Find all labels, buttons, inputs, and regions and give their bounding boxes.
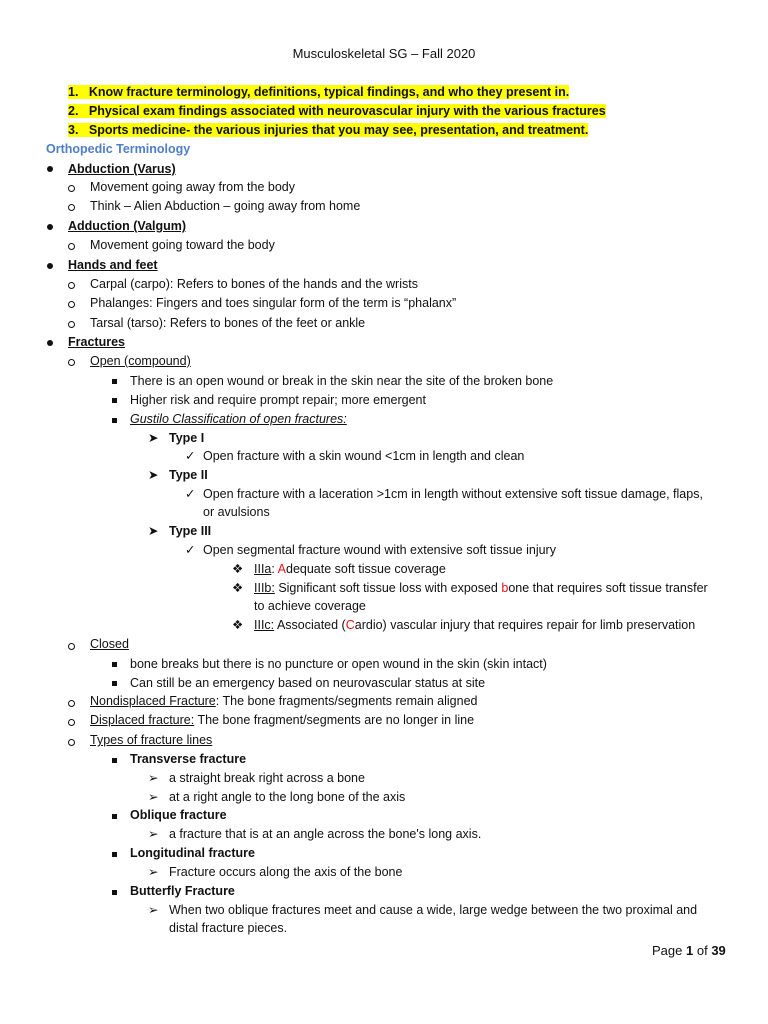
adduction-heading: Adduction (Valgum) [68,219,187,233]
butterfly-item: When two oblique fractures meet and cause a wide, large wedge between the two proximal and [169,903,698,917]
open-fracture-label: Open (compound) [90,354,191,368]
arrow-bullet-icon: ➢ [148,865,159,879]
closed-fracture-item: bone breaks but there is no puncture or open wound in the skin (skin intact) [130,657,547,671]
iiib-mnemonic-letter: b [501,581,509,595]
iiic-mnemonic-letter: C [345,618,355,632]
circle-bullet-icon [68,204,75,211]
abduction-heading: Abduction (Varus) [68,162,176,176]
square-bullet-icon [112,681,117,686]
displaced-label: Displaced fracture: [90,713,195,727]
open-fracture-item: There is an open wound or break in the skin near the site of the broken bone [130,374,554,388]
iiic-code: IIIc: [254,618,275,632]
check-icon: ✓ [185,487,196,501]
type-i-label: Type I [169,431,205,445]
hands-feet-item: Carpal (carpo): Refers to bones of the hands and the wrists [90,277,418,291]
nondisplaced-label: Nondisplaced Fracture [90,694,216,708]
diamond-bullet-icon: ❖ [232,581,244,595]
arrow-bullet-icon: ➤ [148,524,159,538]
square-bullet-icon [112,814,117,819]
objective-item [68,102,606,121]
square-bullet-icon [112,398,117,403]
gustilo-label: Gustilo Classification of open fractures: [130,412,347,426]
nondisplaced-line: Nondisplaced Fracture: The bone fragments/segments remain aligned [90,694,478,708]
type-iiia-line: IIIa: Adequate soft tissue coverage [254,562,446,576]
transverse-label: Transverse fracture [130,752,247,766]
circle-bullet-icon [68,321,75,328]
iiib-code: IIIb: [254,581,275,595]
arrow-bullet-icon: ➢ [148,790,159,804]
iiia-code: IIIa [254,562,272,576]
objective-number: 2. [68,104,79,118]
bullet-icon [47,340,53,346]
type-ii-desc-cont: or avulsions [203,505,270,519]
circle-bullet-icon [68,185,75,192]
square-bullet-icon [112,418,117,423]
circle-bullet-icon [68,719,75,726]
current-page: 1 [686,943,694,958]
type-iii-desc: Open segmental fracture wound with extensive soft tissue injury [203,543,556,557]
butterfly-label: Butterfly Fracture [130,884,235,898]
transverse-item: a straight break right across a bone [169,771,365,785]
oblique-item: a fracture that is at an angle across the bone's long axis. [169,827,482,841]
abduction-item: Think – Alien Abduction – going away from home [90,199,361,213]
hands-feet-heading: Hands and feet [68,258,158,272]
fractures-heading: Fractures [68,335,125,349]
circle-bullet-icon [68,282,75,289]
bullet-icon [47,166,53,172]
check-icon: ✓ [185,449,196,463]
bullet-icon [47,263,53,269]
objective-text: Physical exam findings associated with neurovascular injury with the various fractures [88,104,606,118]
circle-bullet-icon [68,700,75,707]
open-fracture-item: Higher risk and require prompt repair; more emergent [130,393,426,407]
objective-item [68,121,588,140]
circle-bullet-icon [68,739,75,746]
arrow-bullet-icon: ➤ [148,431,159,445]
arrow-bullet-icon: ➤ [148,468,159,482]
type-iiib-line-cont: to achieve coverage [254,599,366,613]
type-ii-label: Type II [169,468,208,482]
oblique-label: Oblique fracture [130,808,227,822]
type-iiib-line: IIIb: Significant soft tissue loss with exposed bone that requires soft tissue transfer [254,581,708,595]
circle-bullet-icon [68,359,75,366]
butterfly-item-cont: distal fracture pieces. [169,921,288,935]
circle-bullet-icon [68,301,75,308]
iiia-mnemonic-letter: A [277,562,286,576]
bullet-icon [47,224,53,230]
abduction-item: Movement going away from the body [90,180,295,194]
displaced-line: Displaced fracture: The bone fragment/segments are no longer in line [90,713,475,727]
objective-number: 3. [68,123,79,137]
longitudinal-item: Fracture occurs along the axis of the bone [169,865,403,879]
arrow-bullet-icon: ➢ [148,827,159,841]
square-bullet-icon [112,662,117,667]
circle-bullet-icon [68,643,75,650]
type-ii-desc: Open fracture with a laceration >1cm in length without extensive soft tissue damage, flaps, [203,487,703,501]
section-heading: Orthopedic Terminology [46,142,191,156]
circle-bullet-icon [68,243,75,250]
objective-text: Know fracture terminology, definitions, typical findings, and who they present in. [88,85,570,99]
type-iii-label: Type III [169,524,212,538]
page-number: Page 1 of 39 [652,943,726,958]
longitudinal-label: Longitudinal fracture [130,846,255,860]
diamond-bullet-icon: ❖ [232,562,244,576]
arrow-bullet-icon: ➢ [148,771,159,785]
type-iiic-line: IIIc: Associated (Cardio) vascular injury that requires repair for limb preservation [254,618,696,632]
hands-feet-item: Phalanges: Fingers and toes singular form of the term is “phalanx” [90,296,457,310]
adduction-item: Movement going toward the body [90,238,275,252]
closed-fracture-label: Closed [90,637,129,651]
transverse-item: at a right angle to the long bone of the axis [169,790,406,804]
diamond-bullet-icon: ❖ [232,618,244,632]
arrow-bullet-icon: ➢ [148,903,159,917]
total-pages: 39 [711,943,726,958]
fracture-lines-label: Types of fracture lines [90,733,213,747]
objective-item [68,83,569,102]
objective-number: 1. [68,85,79,99]
closed-fracture-item: Can still be an emergency based on neurovascular status at site [130,676,486,690]
objective-text: Sports medicine- the various injuries that you may see, presentation, and treatment. [88,123,589,137]
check-icon: ✓ [185,543,196,557]
page-title: Musculoskeletal SG – Fall 2020 [292,46,476,61]
square-bullet-icon [112,758,117,763]
square-bullet-icon [112,379,117,384]
type-i-desc: Open fracture with a skin wound <1cm in length and clean [203,449,525,463]
hands-feet-item: Tarsal (tarso): Refers to bones of the feet or ankle [90,316,366,330]
square-bullet-icon [112,890,117,895]
square-bullet-icon [112,852,117,857]
